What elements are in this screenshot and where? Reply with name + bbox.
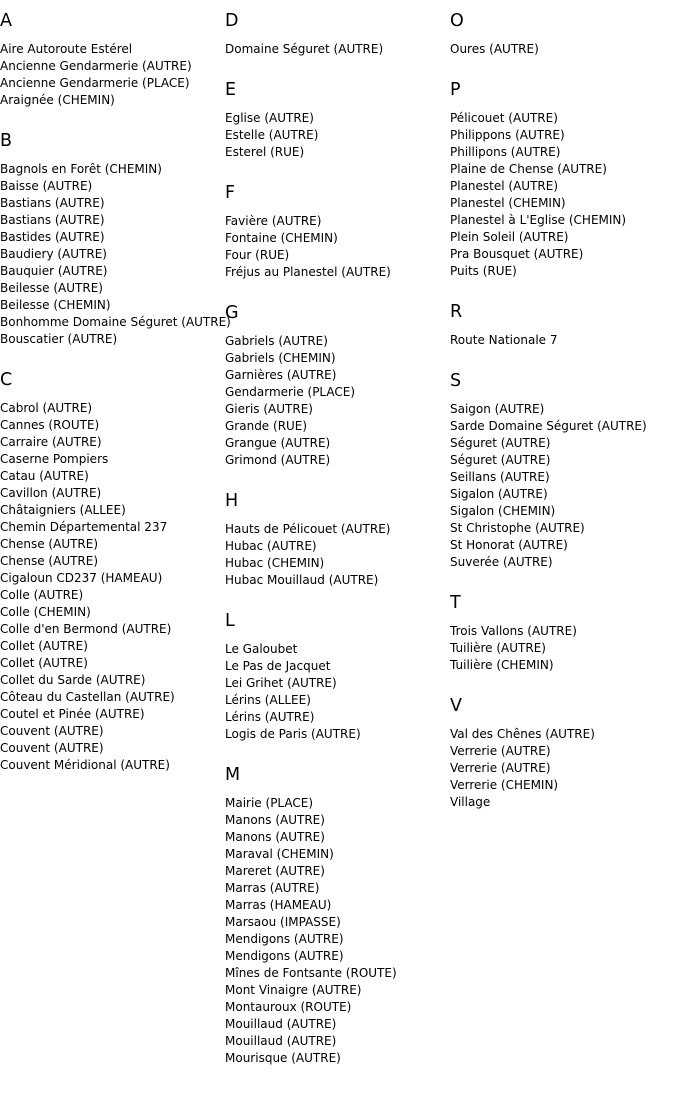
street-link[interactable]: Val des Chênes (AUTRE)	[450, 727, 595, 741]
street-link[interactable]: Séguret (AUTRE)	[450, 453, 551, 467]
street-link[interactable]: Garnières (AUTRE)	[225, 368, 337, 382]
street-link[interactable]: Bastides (AUTRE)	[0, 230, 105, 244]
street-list	[225, 213, 450, 281]
street-link[interactable]: Trois Vallons (AUTRE)	[450, 624, 577, 638]
street-link[interactable]: Colle (CHEMIN)	[0, 605, 91, 619]
street-list	[225, 41, 450, 58]
street-link[interactable]: Estelle (AUTRE)	[225, 128, 319, 142]
street-list	[225, 333, 450, 469]
street-link[interactable]: Cigaloun CD237 (HAMEAU)	[0, 571, 163, 585]
street-link[interactable]: Domaine Séguret (AUTRE)	[225, 42, 384, 56]
street-link[interactable]: Seillans (AUTRE)	[450, 470, 550, 484]
street-link[interactable]: Eglise (AUTRE)	[225, 111, 314, 125]
letter-section-a	[0, 11, 225, 109]
letter-heading: S	[450, 371, 462, 391]
street-link[interactable]: Colle d'en Bermond (AUTRE)	[0, 622, 172, 636]
street-link[interactable]: Saigon (AUTRE)	[450, 402, 545, 416]
street-link[interactable]: Sigalon (AUTRE)	[450, 487, 548, 501]
street-link[interactable]: Maraval (CHEMIN)	[225, 847, 334, 861]
street-link[interactable]: Oures (AUTRE)	[450, 42, 539, 56]
street-link[interactable]: Ancienne Gendarmerie (PLACE)	[0, 76, 190, 90]
street-link[interactable]: Phillipons (AUTRE)	[450, 145, 561, 159]
street-link[interactable]: Suverée (AUTRE)	[450, 555, 553, 569]
street-list	[0, 400, 225, 774]
letter-section-s	[450, 371, 675, 571]
letter-section-o	[450, 11, 675, 58]
street-link[interactable]: Araignée (CHEMIN)	[0, 93, 115, 107]
street-link[interactable]: Hubac (AUTRE)	[225, 539, 317, 553]
street-link[interactable]: Cabrol (AUTRE)	[0, 401, 93, 415]
letter-heading: B	[0, 131, 13, 151]
street-link[interactable]: Chense (AUTRE)	[0, 554, 99, 568]
street-list	[225, 521, 450, 589]
letter-section-d	[225, 11, 450, 58]
street-link[interactable]: Marras (HAMEAU)	[225, 898, 332, 912]
street-link[interactable]: Grande (RUE)	[225, 419, 308, 433]
letter-section-v	[450, 696, 675, 811]
street-list	[450, 332, 675, 349]
letter-heading: A	[0, 11, 12, 31]
street-list	[450, 41, 675, 58]
street-link[interactable]: Gieris (AUTRE)	[225, 402, 313, 416]
street-link[interactable]: Four (RUE)	[225, 248, 290, 262]
street-link[interactable]: Fréjus au Planestel (AUTRE)	[225, 265, 391, 279]
street-link[interactable]: Couvent (AUTRE)	[0, 741, 104, 755]
street-link[interactable]: Le Pas de Jacquet	[225, 659, 331, 673]
letter-heading: G	[225, 303, 239, 323]
street-link[interactable]: St Christophe (AUTRE)	[450, 521, 585, 535]
street-link[interactable]: Mouillaud (AUTRE)	[225, 1034, 337, 1048]
letter-heading: L	[225, 611, 235, 631]
street-link[interactable]: Mendigons (AUTRE)	[225, 932, 344, 946]
street-link[interactable]: Planestel à L'Eglise (CHEMIN)	[450, 213, 627, 227]
street-link[interactable]: Séguret (AUTRE)	[450, 436, 551, 450]
street-link[interactable]: Catau (AUTRE)	[0, 469, 89, 483]
street-link[interactable]: Gendarmerie (PLACE)	[225, 385, 356, 399]
street-link[interactable]: Beilesse (AUTRE)	[0, 281, 103, 295]
street-link[interactable]: Côteau du Castellan (AUTRE)	[0, 690, 175, 704]
letter-heading: R	[450, 302, 463, 322]
street-link[interactable]: Planestel (AUTRE)	[450, 179, 559, 193]
street-link[interactable]: Colle (AUTRE)	[0, 588, 84, 602]
street-link[interactable]: Manons (AUTRE)	[225, 813, 325, 827]
street-link[interactable]: Caserne Pompiers	[0, 452, 109, 466]
street-link[interactable]: Route Nationale 7	[450, 333, 558, 347]
street-link[interactable]: Mairie (PLACE)	[225, 796, 314, 810]
street-link[interactable]: Pélicouet (AUTRE)	[450, 111, 558, 125]
street-link[interactable]: Bouscatier (AUTRE)	[0, 332, 118, 346]
street-link[interactable]: Couvent (AUTRE)	[0, 724, 104, 738]
street-link[interactable]: Tuilière (AUTRE)	[450, 641, 546, 655]
street-link[interactable]: Sarde Domaine Séguret (AUTRE)	[450, 419, 647, 433]
street-link[interactable]: Puits (RUE)	[450, 264, 517, 278]
street-link[interactable]: Fontaine (CHEMIN)	[225, 231, 338, 245]
street-list	[450, 401, 675, 571]
letter-heading: H	[225, 491, 239, 511]
street-link[interactable]: Hauts de Pélicouet (AUTRE)	[225, 522, 391, 536]
street-list	[450, 623, 675, 674]
street-list	[450, 110, 675, 280]
street-link[interactable]: Bastians (AUTRE)	[0, 196, 105, 210]
street-link[interactable]: Mouillaud (AUTRE)	[225, 1017, 337, 1031]
street-link[interactable]: Bauquier (AUTRE)	[0, 264, 108, 278]
street-list	[225, 641, 450, 743]
street-link[interactable]: Verrerie (CHEMIN)	[450, 778, 559, 792]
street-link[interactable]: Couvent Méridional (AUTRE)	[0, 758, 170, 772]
street-list	[225, 795, 450, 1067]
street-link[interactable]: Ancienne Gendarmerie (AUTRE)	[0, 59, 192, 73]
street-list	[225, 110, 450, 161]
letter-section-m	[225, 765, 450, 1067]
street-list	[450, 726, 675, 811]
street-link[interactable]: Carraire (AUTRE)	[0, 435, 102, 449]
letter-heading: P	[450, 80, 461, 100]
street-link[interactable]: Beilesse (CHEMIN)	[0, 298, 111, 312]
street-link[interactable]: Mourisque (AUTRE)	[225, 1051, 341, 1065]
letter-heading: M	[225, 765, 241, 785]
letter-heading: C	[0, 370, 13, 390]
street-link[interactable]: Lérins (ALLEE)	[225, 693, 311, 707]
street-link[interactable]: Marras (AUTRE)	[225, 881, 320, 895]
street-link[interactable]: Lérins (AUTRE)	[225, 710, 315, 724]
street-link[interactable]: Châtaigniers (ALLEE)	[0, 503, 126, 517]
street-link[interactable]: Favière (AUTRE)	[225, 214, 322, 228]
letter-section-b	[0, 131, 231, 348]
letter-section-l	[225, 611, 450, 743]
street-list	[0, 41, 225, 109]
letter-section-r	[450, 302, 675, 349]
street-link[interactable]: Collet (AUTRE)	[0, 639, 88, 653]
letter-section-f	[225, 183, 450, 281]
street-link[interactable]: Pra Bousquet (AUTRE)	[450, 247, 584, 261]
street-link[interactable]: Baisse (AUTRE)	[0, 179, 93, 193]
letter-heading: O	[450, 11, 464, 31]
street-link[interactable]: Bastians (AUTRE)	[0, 213, 105, 227]
street-link[interactable]: Plaine de Chense (AUTRE)	[450, 162, 607, 176]
index-column-3	[450, 11, 675, 833]
street-link[interactable]: Mont Vinaigre (AUTRE)	[225, 983, 362, 997]
street-link[interactable]: Bonhomme Domaine Séguret (AUTRE)	[0, 315, 231, 329]
street-link[interactable]: Verrerie (AUTRE)	[450, 744, 551, 758]
street-link[interactable]: Montauroux (ROUTE)	[225, 1000, 352, 1014]
street-link[interactable]: Collet du Sarde (AUTRE)	[0, 673, 146, 687]
street-list	[0, 161, 231, 348]
street-link[interactable]: Cannes (ROUTE)	[0, 418, 100, 432]
street-link[interactable]: Lei Grihet (AUTRE)	[225, 676, 337, 690]
street-link[interactable]: Manons (AUTRE)	[225, 830, 325, 844]
index-column-2	[225, 11, 450, 1089]
street-link[interactable]: Coutel et Pinée (AUTRE)	[0, 707, 145, 721]
letter-heading: D	[225, 11, 239, 31]
street-link[interactable]: Verrerie (AUTRE)	[450, 761, 551, 775]
street-link[interactable]: Philippons (AUTRE)	[450, 128, 565, 142]
street-link[interactable]: Planestel (CHEMIN)	[450, 196, 566, 210]
street-link[interactable]: Gabriels (AUTRE)	[225, 334, 328, 348]
letter-section-c	[0, 370, 225, 774]
street-link[interactable]: Tuilière (CHEMIN)	[450, 658, 554, 672]
letter-heading: T	[450, 593, 461, 613]
letter-section-t	[450, 593, 675, 674]
street-link[interactable]: Mînes de Fontsante (ROUTE)	[225, 966, 397, 980]
street-link[interactable]: Mendigons (AUTRE)	[225, 949, 344, 963]
letter-heading: V	[450, 696, 462, 716]
street-link[interactable]: Village	[450, 795, 491, 809]
letter-section-p	[450, 80, 675, 280]
index-column-1	[0, 11, 231, 796]
street-link[interactable]: Logis de Paris (AUTRE)	[225, 727, 361, 741]
street-link[interactable]: St Honorat (AUTRE)	[450, 538, 568, 552]
street-link[interactable]: Sigalon (CHEMIN)	[450, 504, 556, 518]
letter-section-g	[225, 303, 450, 469]
street-link[interactable]: Marsaou (IMPASSE)	[225, 915, 341, 929]
letter-heading: F	[225, 183, 236, 203]
street-link[interactable]: Collet (AUTRE)	[0, 656, 88, 670]
street-link[interactable]: Hubac (CHEMIN)	[225, 556, 325, 570]
street-link[interactable]: Chense (AUTRE)	[0, 537, 99, 551]
street-link[interactable]: Baudiery (AUTRE)	[0, 247, 107, 261]
street-link[interactable]: Esterel (RUE)	[225, 145, 305, 159]
street-link[interactable]: Plein Soleil (AUTRE)	[450, 230, 569, 244]
letter-section-h	[225, 491, 450, 589]
letter-heading: E	[225, 80, 237, 100]
street-link[interactable]: Mareret (AUTRE)	[225, 864, 325, 878]
letter-section-e	[225, 80, 450, 161]
street-link[interactable]: Cavillon (AUTRE)	[0, 486, 102, 500]
street-link[interactable]: Aire Autoroute Estérel	[0, 42, 133, 56]
street-link[interactable]: Grangue (AUTRE)	[225, 436, 331, 450]
street-link[interactable]: Gabriels (CHEMIN)	[225, 351, 336, 365]
street-link[interactable]: Hubac Mouillaud (AUTRE)	[225, 573, 379, 587]
street-link[interactable]: Grimond (AUTRE)	[225, 453, 331, 467]
street-link[interactable]: Chemin Départemental 237	[0, 520, 168, 534]
street-link[interactable]: Le Galoubet	[225, 642, 298, 656]
street-link[interactable]: Bagnols en Forêt (CHEMIN)	[0, 162, 162, 176]
